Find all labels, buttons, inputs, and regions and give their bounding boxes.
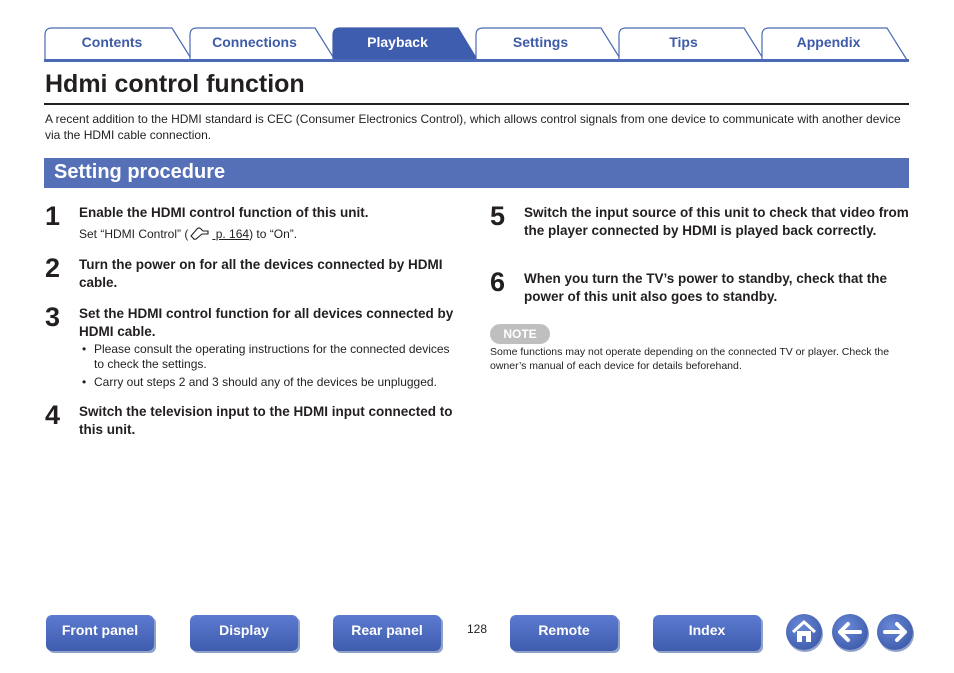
- step-6-text: When you turn the TV’s power to standby, check that the power of this unit also goes to standby.: [524, 271, 888, 304]
- tab-contents[interactable]: [44, 27, 194, 60]
- top-tab-bar: [44, 27, 910, 63]
- forward-arrow-icon: [877, 614, 913, 650]
- tab-label: Appendix: [796, 34, 861, 50]
- step-2-text: Turn the power on for all the devices connected by HDMI cable.: [79, 257, 443, 290]
- step-number: 1: [45, 201, 61, 231]
- back-arrow-icon: [832, 614, 868, 650]
- note-text: Some functions may not operate depending on the connected TV or player. Check the owner’s manual of each device for details beforehand.: [490, 346, 890, 372]
- page-link[interactable]: p. 164: [212, 227, 250, 241]
- home-icon: [786, 614, 822, 650]
- section-header: [44, 158, 909, 188]
- tab-tips[interactable]: [618, 27, 763, 60]
- step-number: 2: [45, 253, 61, 283]
- page-number: 128: [466, 622, 488, 636]
- remote-button[interactable]: Remote: [510, 615, 618, 651]
- step-number: 3: [45, 302, 61, 332]
- page-title: Hdmi control function: [45, 70, 305, 98]
- tab-label: Contents: [81, 34, 143, 50]
- step-3-text: Set the HDMI control function for all devices connected by HDMI cable.: [79, 306, 454, 339]
- display-button[interactable]: Display: [190, 615, 298, 651]
- step-number: 5: [490, 201, 506, 231]
- step-3-bullet: • Carry out steps 2 and 3 should any of the devices be unplugged.: [80, 375, 470, 390]
- intro-paragraph: A recent addition to the HDMI standard is CEC (Consumer Electronics Control), which allows control signals from one device to communicate with another device via the HDMI cable connection.: [45, 112, 901, 142]
- step-number: 6: [490, 267, 506, 297]
- tab-playback[interactable]: [332, 27, 477, 60]
- tab-settings[interactable]: [475, 27, 620, 60]
- forward-button[interactable]: [877, 614, 913, 650]
- tab-label: Playback: [367, 34, 428, 50]
- back-button[interactable]: [832, 614, 868, 650]
- home-button[interactable]: [786, 614, 822, 650]
- note-badge: NOTE: [490, 324, 550, 344]
- title-rule: [44, 103, 909, 105]
- page-reference-icon: [190, 227, 210, 244]
- tab-label: Tips: [669, 34, 698, 50]
- step-1-detail: [79, 227, 469, 244]
- step-3-bullet: • Please consult the operating instructions for the connected devices to check the settings.: [80, 342, 460, 372]
- tab-underline: [44, 59, 909, 62]
- section-title: Setting procedure: [54, 161, 226, 183]
- tab-label: Connections: [212, 34, 297, 50]
- tab-label: Settings: [512, 34, 569, 50]
- step-4-text: Switch the television input to the HDMI input connected to this unit.: [79, 404, 453, 437]
- step-1-text: Enable the HDMI control function of this unit.: [79, 205, 369, 220]
- step-5-text: Switch the input source of this unit to check that video from the player connected by HDMI is played back correctly.: [524, 205, 909, 238]
- tab-connections[interactable]: [189, 27, 334, 60]
- front-panel-button[interactable]: Front panel: [46, 615, 154, 651]
- tab-appendix[interactable]: [761, 27, 910, 60]
- index-button[interactable]: Index: [653, 615, 761, 651]
- step-number: 4: [45, 400, 61, 430]
- step-1-detail-suffix: ) to “On”.: [249, 227, 298, 241]
- step-1-detail-prefix: Set “HDMI Control” (: [79, 227, 189, 241]
- rear-panel-button[interactable]: Rear panel: [333, 615, 441, 651]
